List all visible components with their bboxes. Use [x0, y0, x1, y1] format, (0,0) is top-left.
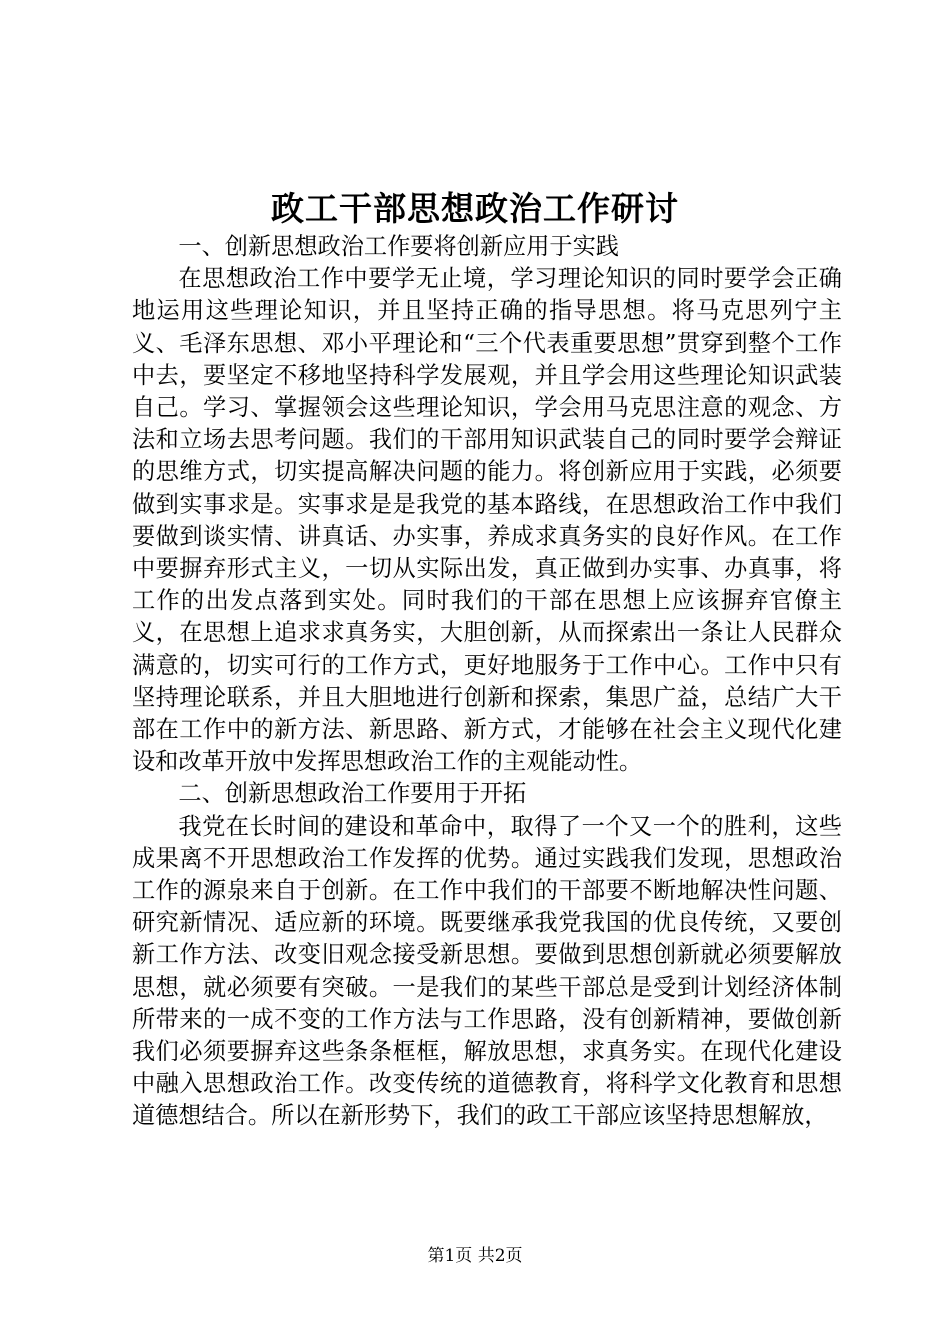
section-heading-2: 二、创新思想政治工作要用于开拓 — [178, 780, 527, 808]
section-paragraph-1: 在思想政治工作中要学无止境，学习理论知识的同时要学会正确地运用这些理论知识，并且坚持正确的指导思想。将马克思列宁主义、毛泽东思想、邓小平理论和“三个代表重要思想”贯穿到整个工作中去，要坚定不移地坚持科学发展观，并且学会用这些理论知识武装自己。学习、掌握领会这些理论知识，学会用马克思注意的观念、方法和立场去思考问题。我们的干部用知识武装自己的同时要学会辩证的思维方式，切实提高解决问题的能力。将创新应用于实践，必须要做到实事求是。实事求是是我党的基本路线，在思想政治工作中我们要做到谈实情、讲真话、办实事，养成求真务实的良好作风。在工作中要摒弃形式主义，一切从实际出发，真正做到办实事、办真事，将工作的出发点落到实处。同时我们的干部在思想上应该摒弃官僚主义，在思想上追求求真务实，大胆创新，从而探索出一条让人民群众满意的，切实可行的工作方式，更好地服务于工作中心。工作中只有坚持理论联系，并且大胆地进行创新和探索，集思广益，总结广大干部在工作中的新方法、新思路、新方式，才能够在社会主义现代化建设和改革开放中发挥思想政治工作的主观能动性。 — [132, 265, 842, 776]
section-paragraph-2: 我党在长时间的建设和革命中，取得了一个又一个的胜利，这些成果离不开思想政治工作发挥的优势。通过实践我们发现，思想政治工作的源泉来自于创新。在工作中我们的干部要不断地解决性问题、研究新情况、适应新的环境。既要继承我党我国的优良传统，又要创新工作方法、改变旧观念接受新思想。要做到思想创新就必须要解放思想，就必须要有突破。一是我们的某些干部总是受到计划经济体制所带来的一成不变的工作方法与工作思路，没有创新精神，要做创新我们必须要摒弃这些条条框框，解放思想，求真务实。在现代化建设中融入思想政治工作。改变传统的道德教育，将科学文化教育和思想道德想结合。所以在新形势下，我们的政工干部应该坚持思想解放， — [132, 812, 842, 1130]
document-body — [132, 231, 842, 1133]
section-heading-1: 一、创新思想政治工作要将创新应用于实践 — [178, 233, 619, 260]
page-footer: 第1页 共2页 — [427, 1246, 523, 1266]
page-title: 政工干部思想政治工作研讨 — [271, 189, 679, 228]
